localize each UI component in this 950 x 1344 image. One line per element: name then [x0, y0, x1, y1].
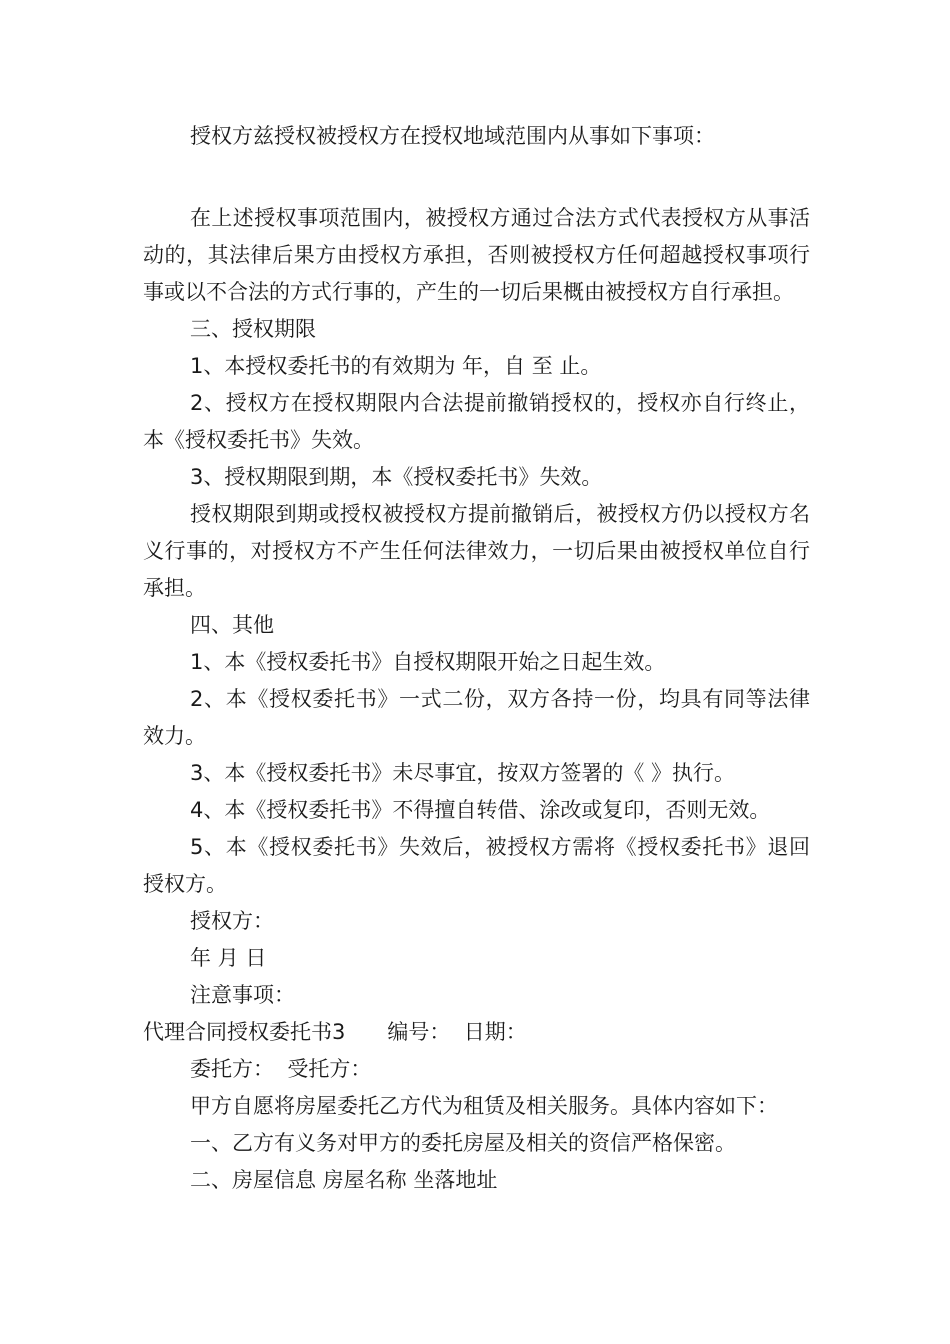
- clause-other-4: 4、本《授权委托书》不得擅自转借、涂改或复印，否则无效。: [190, 798, 771, 822]
- paragraph-entrustment: 甲方自愿将房屋委托乙方代为租赁及相关服务。具体内容如下：: [190, 1094, 778, 1118]
- clause-other-5: 5、本《授权委托书》失效后，被授权方需将《授权委托书》退回授权方。: [143, 835, 810, 896]
- signature-date: 年 月 日: [190, 946, 267, 970]
- notes-heading: 注意事项：: [190, 983, 295, 1007]
- section-heading-term: 三、授权期限: [190, 317, 316, 341]
- paragraph-after-expiry: 授权期限到期或授权被授权方提前撤销后，被授权方仍以授权方名义行事的，对授权方不产生任何法律效力，一切后果由被授权单位自行承担。: [143, 502, 810, 600]
- clause-other-1: 1、本《授权委托书》自授权期限开始之日起生效。: [190, 650, 666, 674]
- clause-term-2: 2、授权方在授权期限内合法提前撤销授权的，授权亦自行终止，本《授权委托书》失效。: [143, 391, 810, 452]
- clause-other-3: 3、本《授权委托书》未尽事宜，按双方签署的《 》执行。: [190, 761, 736, 785]
- paragraph-authorization-intro: 授权方兹授权被授权方在授权地域范围内从事如下事项：: [190, 124, 715, 148]
- clause-term-3: 3、授权期限到期，本《授权委托书》失效。: [190, 465, 603, 489]
- contract-title-line: 代理合同授权委托书3 编号： 日期：: [143, 1020, 527, 1044]
- clause-property-info: 二、房屋信息 房屋名称 坐落地址: [190, 1168, 498, 1192]
- parties-line: 委托方： 受托方：: [190, 1057, 372, 1081]
- blank-line: [143, 155, 810, 200]
- signature-authorizer: 授权方：: [190, 909, 274, 933]
- paragraph-legal-consequences: 在上述授权事项范围内，被授权方通过合法方式代表授权方从事活动的，其法律后果方由授权方承担，否则被授权方任何超越授权事项行事或以不合法的方式行事的，产生的一切后果概由被授权方自行承担。: [143, 206, 810, 304]
- clause-other-2: 2、本《授权委托书》一式二份，双方各持一份，均具有同等法律效力。: [143, 687, 810, 748]
- clause-term-1: 1、本授权委托书的有效期为 年，自 至 止。: [190, 354, 602, 378]
- section-heading-other: 四、其他: [190, 613, 274, 637]
- clause-confidentiality: 一、乙方有义务对甲方的委托房屋及相关的资信严格保密。: [190, 1131, 736, 1155]
